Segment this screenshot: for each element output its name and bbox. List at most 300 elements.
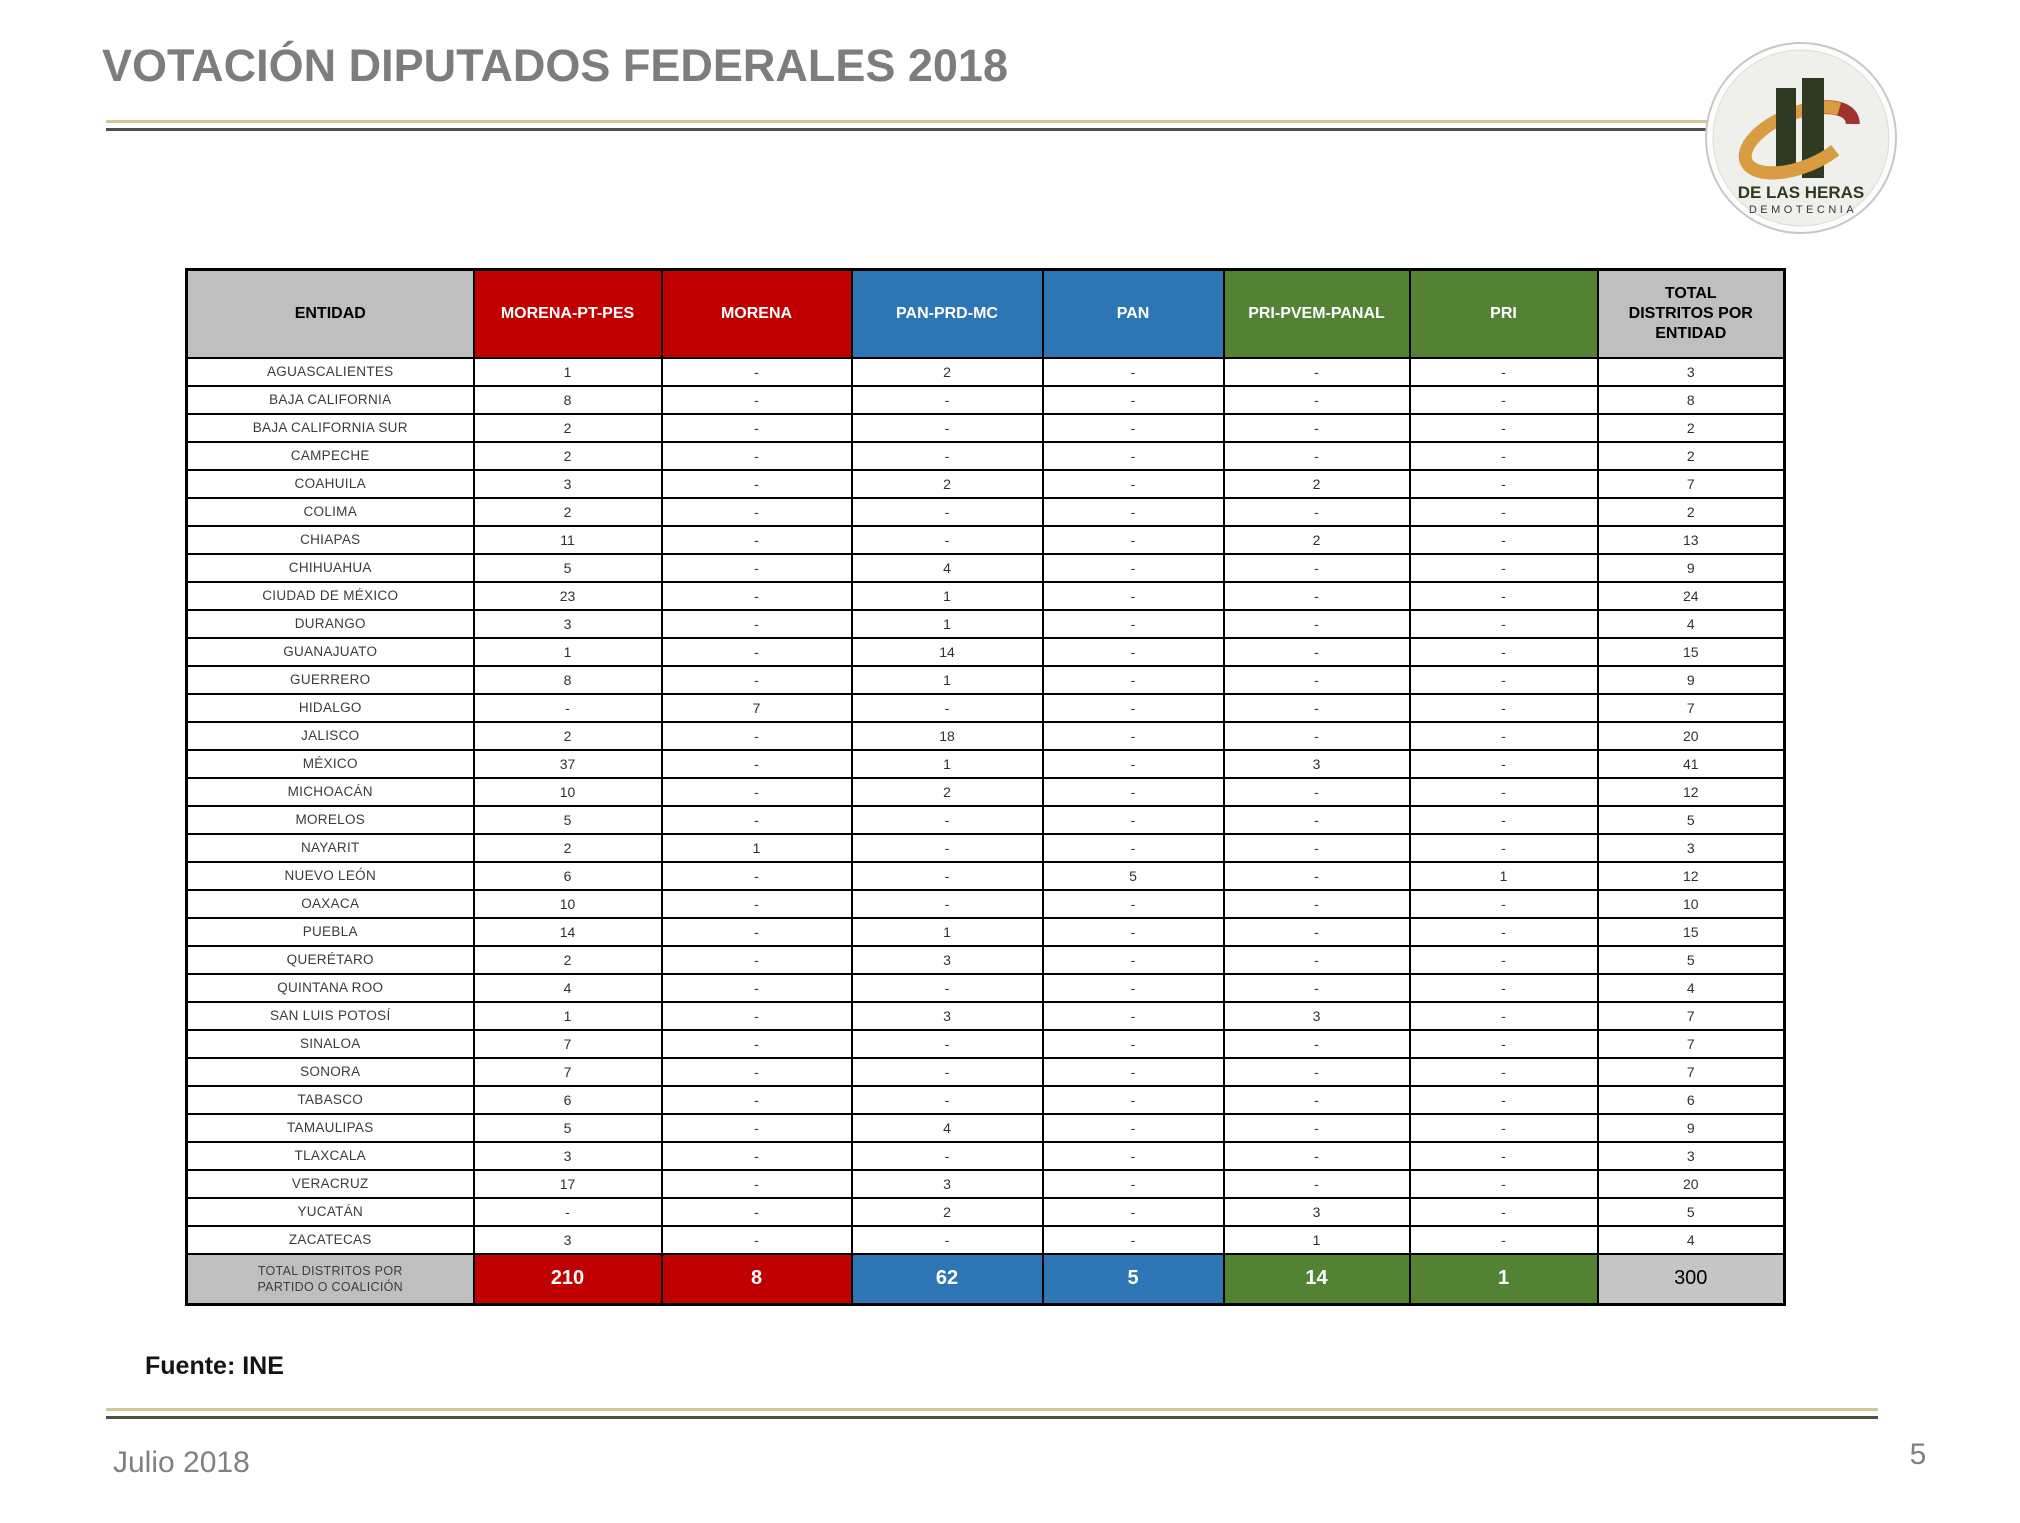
value-cell: - [1043, 386, 1224, 414]
value-cell: 3 [1224, 1198, 1410, 1226]
value-cell: 2 [852, 1198, 1043, 1226]
value-cell: - [662, 386, 852, 414]
table-row [187, 1086, 1785, 1114]
value-cell: 8 [474, 386, 662, 414]
value-cell: - [1043, 694, 1224, 722]
value-cell: 2 [1224, 470, 1410, 498]
value-cell: - [1410, 1086, 1598, 1114]
value-cell: 24 [1598, 582, 1785, 610]
value-cell: - [852, 806, 1043, 834]
logo-subtitle: DEMOTECNIA [1748, 204, 1858, 216]
value-cell: - [1410, 890, 1598, 918]
value-cell: 7 [474, 1058, 662, 1086]
value-cell: 15 [1598, 638, 1785, 666]
value-cell: - [1043, 1226, 1224, 1254]
value-cell: 2 [1598, 414, 1785, 442]
value-cell: - [852, 1030, 1043, 1058]
value-cell: 2 [474, 498, 662, 526]
logo-name: DE LAS HERAS [1737, 183, 1865, 202]
footer-divider [106, 1408, 1878, 1419]
entity-cell: QUINTANA ROO [187, 974, 474, 1002]
page-title: VOTACIÓN DIPUTADOS FEDERALES 2018 [102, 40, 1008, 91]
value-cell: 6 [474, 862, 662, 890]
entity-cell: PUEBLA [187, 918, 474, 946]
value-cell: - [662, 1002, 852, 1030]
results-table [185, 268, 1786, 1306]
entity-cell: VERACRUZ [187, 1170, 474, 1198]
value-cell: 3 [474, 610, 662, 638]
table-row [187, 666, 1785, 694]
title-divider [106, 120, 1770, 131]
value-cell: - [1224, 610, 1410, 638]
col-header-morena-pt-pes: MORENA-PT-PES [474, 270, 662, 358]
value-cell: - [1224, 806, 1410, 834]
table-row [187, 470, 1785, 498]
value-cell: - [1043, 358, 1224, 386]
value-cell: 4 [852, 554, 1043, 582]
entity-cell: MORELOS [187, 806, 474, 834]
value-cell: - [662, 442, 852, 470]
value-cell: 10 [474, 778, 662, 806]
entity-cell: SAN LUIS POTOSÍ [187, 1002, 474, 1030]
table-row [187, 498, 1785, 526]
value-cell: - [852, 442, 1043, 470]
entity-cell: CHIAPAS [187, 526, 474, 554]
value-cell: - [1224, 778, 1410, 806]
value-cell: - [1043, 610, 1224, 638]
value-cell: 3 [474, 1226, 662, 1254]
value-cell: - [1410, 1142, 1598, 1170]
value-cell: 23 [474, 582, 662, 610]
value-cell: - [662, 1198, 852, 1226]
entity-cell: ZACATECAS [187, 1226, 474, 1254]
value-cell: 2 [1224, 526, 1410, 554]
value-cell: - [1224, 442, 1410, 470]
value-cell: - [1410, 638, 1598, 666]
value-cell: - [1224, 386, 1410, 414]
col-header-pri-pvem-panal: PRI-PVEM-PANAL [1224, 270, 1410, 358]
value-cell: 3 [474, 470, 662, 498]
col-header-pan-prd-mc: PAN-PRD-MC [852, 270, 1043, 358]
value-cell: 4 [1598, 974, 1785, 1002]
value-cell: 4 [474, 974, 662, 1002]
value-cell: - [852, 386, 1043, 414]
value-cell: - [474, 694, 662, 722]
value-cell: 14 [474, 918, 662, 946]
table-row [187, 442, 1785, 470]
value-cell: - [1410, 526, 1598, 554]
value-cell: 5 [1598, 946, 1785, 974]
value-cell: 3 [1598, 834, 1785, 862]
value-cell: - [1410, 1030, 1598, 1058]
entity-cell: JALISCO [187, 722, 474, 750]
value-cell: 7 [474, 1030, 662, 1058]
value-cell: - [1410, 918, 1598, 946]
value-cell: 5 [474, 554, 662, 582]
value-cell: - [1224, 414, 1410, 442]
value-cell: - [1043, 722, 1224, 750]
value-cell: - [1410, 694, 1598, 722]
value-cell: - [1043, 638, 1224, 666]
total-row-label: TOTAL DISTRITOS POR PARTIDO O COALICIÓN [187, 1254, 474, 1305]
footer-divider-dark-line [106, 1416, 1878, 1419]
value-cell: 2 [474, 834, 662, 862]
value-cell: 2 [852, 470, 1043, 498]
company-logo [1703, 40, 1899, 236]
value-cell: - [662, 722, 852, 750]
value-cell: 6 [1598, 1086, 1785, 1114]
value-cell: - [1043, 1114, 1224, 1142]
total-pan: 5 [1043, 1254, 1224, 1305]
value-cell: 2 [474, 414, 662, 442]
value-cell: 18 [852, 722, 1043, 750]
value-cell: 11 [474, 526, 662, 554]
value-cell: - [852, 974, 1043, 1002]
entity-cell: QUERÉTARO [187, 946, 474, 974]
value-cell: 5 [1598, 806, 1785, 834]
value-cell: - [1410, 1170, 1598, 1198]
value-cell: - [852, 1058, 1043, 1086]
value-cell: - [1224, 946, 1410, 974]
value-cell: - [662, 554, 852, 582]
value-cell: - [1224, 554, 1410, 582]
value-cell: - [1043, 834, 1224, 862]
table-row [187, 1114, 1785, 1142]
total-pri-pvem-panal: 14 [1224, 1254, 1410, 1305]
value-cell: - [662, 610, 852, 638]
table-row [187, 582, 1785, 610]
value-cell: 10 [1598, 890, 1785, 918]
value-cell: - [1043, 1002, 1224, 1030]
value-cell: - [1410, 666, 1598, 694]
value-cell: 20 [1598, 1170, 1785, 1198]
table-row [187, 1002, 1785, 1030]
source-note: Fuente: INE [145, 1352, 284, 1380]
value-cell: - [662, 918, 852, 946]
table-row [187, 1142, 1785, 1170]
value-cell: - [852, 414, 1043, 442]
value-cell: - [662, 1114, 852, 1142]
value-cell: - [1043, 750, 1224, 778]
value-cell: - [1410, 750, 1598, 778]
value-cell: - [1224, 722, 1410, 750]
value-cell: 3 [852, 1170, 1043, 1198]
value-cell: 8 [474, 666, 662, 694]
value-cell: - [662, 1226, 852, 1254]
value-cell: - [1043, 470, 1224, 498]
value-cell: - [474, 1198, 662, 1226]
value-cell: - [1043, 918, 1224, 946]
value-cell: - [1043, 946, 1224, 974]
value-cell: 7 [662, 694, 852, 722]
value-cell: - [1224, 918, 1410, 946]
value-cell: - [1043, 1170, 1224, 1198]
entity-cell: OAXACA [187, 890, 474, 918]
value-cell: 1 [474, 1002, 662, 1030]
entity-cell: DURANGO [187, 610, 474, 638]
total-morena: 8 [662, 1254, 852, 1305]
table-row [187, 386, 1785, 414]
value-cell: 1 [852, 750, 1043, 778]
value-cell: 7 [1598, 1058, 1785, 1086]
value-cell: 7 [1598, 694, 1785, 722]
value-cell: - [1224, 1170, 1410, 1198]
table-row [187, 526, 1785, 554]
value-cell: - [1224, 1030, 1410, 1058]
value-cell: 9 [1598, 554, 1785, 582]
value-cell: - [662, 526, 852, 554]
value-cell: - [1043, 442, 1224, 470]
value-cell: - [1410, 582, 1598, 610]
value-cell: - [662, 750, 852, 778]
value-cell: - [1410, 1226, 1598, 1254]
entity-cell: GUERRERO [187, 666, 474, 694]
value-cell: 7 [1598, 1030, 1785, 1058]
value-cell: - [1043, 1142, 1224, 1170]
value-cell: - [1043, 526, 1224, 554]
value-cell: 13 [1598, 526, 1785, 554]
table-row [187, 862, 1785, 890]
value-cell: - [1224, 1142, 1410, 1170]
col-header-pan: PAN [1043, 270, 1224, 358]
total-morena-pt-pes: 210 [474, 1254, 662, 1305]
entity-cell: SINALOA [187, 1030, 474, 1058]
value-cell: - [852, 1226, 1043, 1254]
entity-cell: MÉXICO [187, 750, 474, 778]
divider-dark-line [106, 128, 1770, 131]
value-cell: - [662, 638, 852, 666]
value-cell: - [1410, 1002, 1598, 1030]
value-cell: 1 [852, 666, 1043, 694]
value-cell: 3 [1224, 1002, 1410, 1030]
value-cell: 1 [662, 834, 852, 862]
value-cell: - [1043, 974, 1224, 1002]
value-cell: - [852, 526, 1043, 554]
value-cell: 9 [1598, 1114, 1785, 1142]
value-cell: 7 [1598, 470, 1785, 498]
value-cell: - [1410, 470, 1598, 498]
footer-divider-tan-line [106, 1408, 1878, 1411]
value-cell: - [1224, 358, 1410, 386]
logo-bar-left [1776, 88, 1796, 168]
value-cell: - [1224, 890, 1410, 918]
table-row [187, 750, 1785, 778]
value-cell: - [1043, 1058, 1224, 1086]
value-cell: 12 [1598, 862, 1785, 890]
entity-cell: MICHOACÁN [187, 778, 474, 806]
value-cell: - [1410, 414, 1598, 442]
value-cell: - [1410, 974, 1598, 1002]
col-header-total: TOTAL DISTRITOS POR ENTIDAD [1598, 270, 1785, 358]
value-cell: - [1043, 554, 1224, 582]
value-cell: - [1043, 582, 1224, 610]
table-row [187, 890, 1785, 918]
value-cell: 2 [1598, 442, 1785, 470]
value-cell: - [852, 1086, 1043, 1114]
value-cell: 5 [474, 1114, 662, 1142]
value-cell: 5 [1043, 862, 1224, 890]
table-row [187, 1170, 1785, 1198]
value-cell: 9 [1598, 666, 1785, 694]
value-cell: 1 [852, 918, 1043, 946]
value-cell: 5 [1598, 1198, 1785, 1226]
value-cell: 1 [474, 358, 662, 386]
value-cell: 3 [852, 946, 1043, 974]
value-cell: 2 [474, 946, 662, 974]
value-cell: - [662, 806, 852, 834]
value-cell: 3 [1224, 750, 1410, 778]
value-cell: 3 [852, 1002, 1043, 1030]
table-row [187, 638, 1785, 666]
value-cell: - [1410, 1058, 1598, 1086]
value-cell: - [1043, 778, 1224, 806]
value-cell: 3 [474, 1142, 662, 1170]
footer-date: Julio 2018 [113, 1446, 250, 1479]
entity-cell: TLAXCALA [187, 1142, 474, 1170]
value-cell: - [662, 890, 852, 918]
value-cell: - [852, 498, 1043, 526]
entity-cell: COLIMA [187, 498, 474, 526]
table-row [187, 806, 1785, 834]
value-cell: - [662, 778, 852, 806]
value-cell: - [1043, 1198, 1224, 1226]
value-cell: - [1224, 834, 1410, 862]
value-cell: 12 [1598, 778, 1785, 806]
table-row [187, 1226, 1785, 1254]
value-cell: - [1410, 722, 1598, 750]
value-cell: - [1410, 610, 1598, 638]
value-cell: - [1224, 498, 1410, 526]
entity-cell: GUANAJUATO [187, 638, 474, 666]
entity-cell: CAMPECHE [187, 442, 474, 470]
value-cell: 4 [1598, 610, 1785, 638]
value-cell: - [1043, 498, 1224, 526]
value-cell: - [1410, 946, 1598, 974]
value-cell: 2 [474, 722, 662, 750]
value-cell: 6 [474, 1086, 662, 1114]
value-cell: - [1410, 442, 1598, 470]
value-cell: 5 [474, 806, 662, 834]
value-cell: - [852, 890, 1043, 918]
value-cell: - [1043, 806, 1224, 834]
value-cell: - [662, 974, 852, 1002]
col-header-pri: PRI [1410, 270, 1598, 358]
entity-cell: CIUDAD DE MÉXICO [187, 582, 474, 610]
entity-cell: TAMAULIPAS [187, 1114, 474, 1142]
value-cell: 2 [852, 358, 1043, 386]
value-cell: - [852, 862, 1043, 890]
value-cell: - [662, 582, 852, 610]
value-cell: - [1410, 806, 1598, 834]
table-row [187, 778, 1785, 806]
entity-cell: AGUASCALIENTES [187, 358, 474, 386]
value-cell: - [1410, 1198, 1598, 1226]
value-cell: 2 [852, 778, 1043, 806]
value-cell: - [662, 498, 852, 526]
table-row [187, 918, 1785, 946]
page-number: 5 [1909, 1438, 1927, 1471]
value-cell: 4 [1598, 1226, 1785, 1254]
value-cell: 17 [474, 1170, 662, 1198]
value-cell: 3 [1598, 358, 1785, 386]
entity-cell: HIDALGO [187, 694, 474, 722]
table-row [187, 1030, 1785, 1058]
value-cell: 1 [1410, 862, 1598, 890]
value-cell: - [662, 1030, 852, 1058]
value-cell: - [1043, 1030, 1224, 1058]
value-cell: 1 [852, 582, 1043, 610]
col-header-entidad: ENTIDAD [187, 270, 474, 358]
table-row [187, 834, 1785, 862]
value-cell: 20 [1598, 722, 1785, 750]
value-cell: 7 [1598, 1002, 1785, 1030]
table-row [187, 722, 1785, 750]
value-cell: - [662, 946, 852, 974]
value-cell: - [662, 470, 852, 498]
value-cell: - [1410, 554, 1598, 582]
value-cell: - [662, 358, 852, 386]
value-cell: - [1043, 890, 1224, 918]
value-cell: - [1224, 974, 1410, 1002]
value-cell: - [1224, 694, 1410, 722]
value-cell: - [1224, 862, 1410, 890]
value-cell: - [1224, 638, 1410, 666]
value-cell: - [852, 1142, 1043, 1170]
value-cell: - [1410, 498, 1598, 526]
value-cell: - [852, 834, 1043, 862]
value-cell: - [1224, 666, 1410, 694]
table-row [187, 694, 1785, 722]
value-cell: 1 [1224, 1226, 1410, 1254]
entity-cell: NAYARIT [187, 834, 474, 862]
value-cell: - [1410, 778, 1598, 806]
value-cell: - [1224, 1058, 1410, 1086]
value-cell: - [662, 666, 852, 694]
entity-cell: YUCATÁN [187, 1198, 474, 1226]
entity-cell: CHIHUAHUA [187, 554, 474, 582]
logo-graphic [1703, 40, 1899, 236]
value-cell: - [662, 1058, 852, 1086]
value-cell: 3 [1598, 1142, 1785, 1170]
total-distritos: 300 [1598, 1254, 1785, 1305]
value-cell: 2 [1598, 498, 1785, 526]
value-cell: 1 [474, 638, 662, 666]
value-cell: 1 [852, 610, 1043, 638]
table-row [187, 1058, 1785, 1086]
value-cell: - [1224, 1086, 1410, 1114]
entity-cell: TABASCO [187, 1086, 474, 1114]
entity-cell: COAHUILA [187, 470, 474, 498]
value-cell: - [852, 694, 1043, 722]
table-row [187, 414, 1785, 442]
value-cell: - [1224, 582, 1410, 610]
entity-cell: BAJA CALIFORNIA SUR [187, 414, 474, 442]
value-cell: - [1043, 1086, 1224, 1114]
value-cell: - [1410, 386, 1598, 414]
table-row [187, 358, 1785, 386]
total-row [187, 1254, 1785, 1305]
value-cell: - [1224, 1114, 1410, 1142]
divider-tan-line [106, 120, 1770, 123]
total-pri: 1 [1410, 1254, 1598, 1305]
value-cell: 2 [474, 442, 662, 470]
value-cell: 8 [1598, 386, 1785, 414]
value-cell: - [662, 1170, 852, 1198]
table-row [187, 554, 1785, 582]
table-row [187, 974, 1785, 1002]
value-cell: - [1410, 834, 1598, 862]
value-cell: - [1043, 666, 1224, 694]
